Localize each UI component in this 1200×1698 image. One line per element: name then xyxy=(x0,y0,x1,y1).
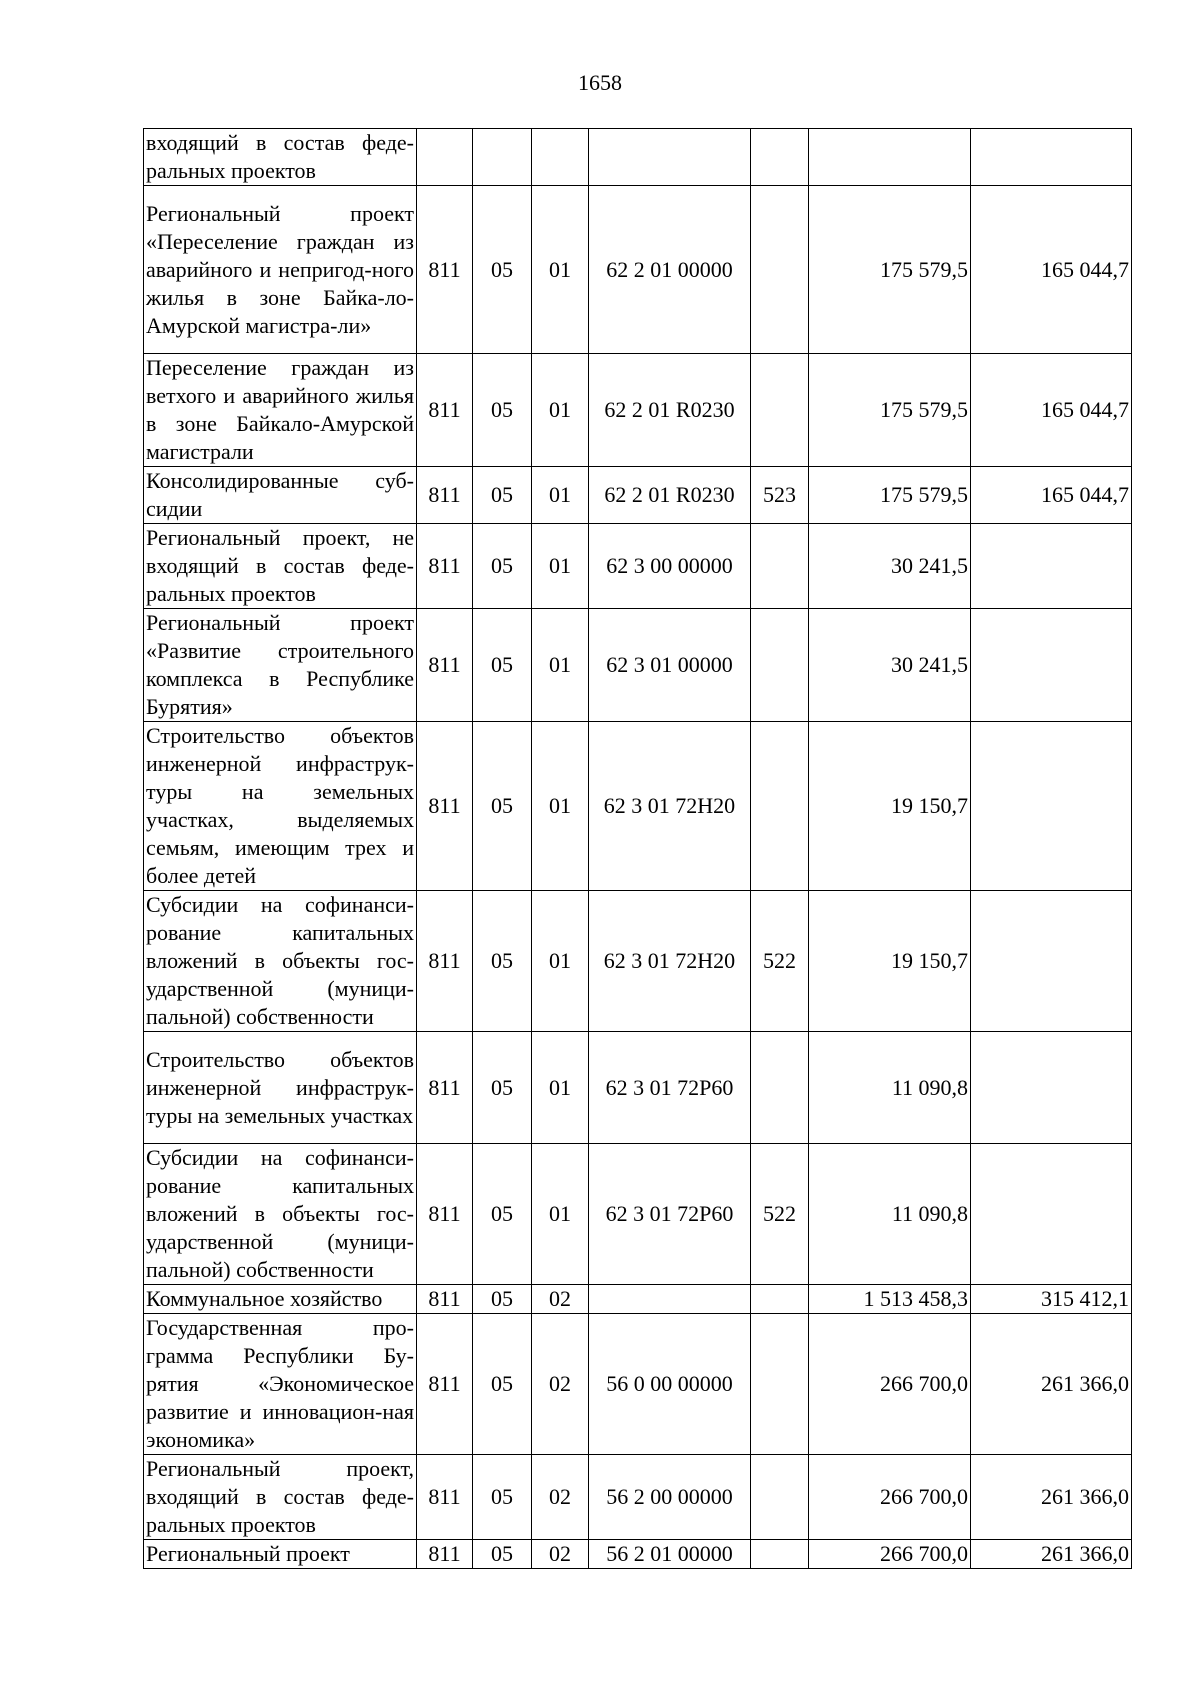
table-row xyxy=(144,354,1132,467)
expense-type-cell: 523 xyxy=(751,467,809,524)
ved-code-cell: 811 xyxy=(417,1285,473,1314)
target-article-cell xyxy=(589,129,751,186)
table-row xyxy=(144,467,1132,524)
amount-second-cell xyxy=(971,524,1132,609)
subsection-code-cell: 01 xyxy=(532,891,589,1032)
ved-code-cell: 811 xyxy=(417,467,473,524)
amount-second-cell: 165 044,7 xyxy=(971,467,1132,524)
expense-type-cell xyxy=(751,1285,809,1314)
ved-code-cell: 811 xyxy=(417,1144,473,1285)
target-article-cell: 56 2 01 00000 xyxy=(589,1540,751,1569)
subsection-code-cell: 01 xyxy=(532,609,589,722)
row-name-cell: Строительство объектов инженерной инфраструк-туры на земельных участках, выделяемых семьям, имеющим трех и более детей xyxy=(144,722,417,891)
section-code-cell: 05 xyxy=(473,1144,532,1285)
target-article-cell: 62 2 01 00000 xyxy=(589,186,751,354)
expense-type-cell xyxy=(751,1032,809,1144)
row-name-cell: входящий в состав феде-ральных проектов xyxy=(144,129,417,186)
ved-code-cell: 811 xyxy=(417,524,473,609)
row-name-cell: Региональный проект «Переселение граждан из аварийного и непригод-ного жилья в зоне Байка-ло-Амурской магистра-ли» xyxy=(144,186,417,354)
section-code-cell: 05 xyxy=(473,524,532,609)
expense-type-cell xyxy=(751,1540,809,1569)
table-row xyxy=(144,1540,1132,1569)
target-article-cell: 62 2 01 R0230 xyxy=(589,467,751,524)
section-code-cell: 05 xyxy=(473,467,532,524)
subsection-code-cell: 02 xyxy=(532,1285,589,1314)
section-code-cell xyxy=(473,129,532,186)
expense-type-cell xyxy=(751,354,809,467)
amount-second-cell xyxy=(971,1144,1132,1285)
section-code-cell: 05 xyxy=(473,1540,532,1569)
row-name-cell: Переселение граждан из ветхого и аварийного жилья в зоне Байкало-Амурской магистрали xyxy=(144,354,417,467)
subsection-code-cell: 02 xyxy=(532,1314,589,1455)
amount-first-cell: 19 150,7 xyxy=(809,891,971,1032)
page-number: 1658 xyxy=(578,70,622,95)
table-row xyxy=(144,1455,1132,1540)
expense-type-cell xyxy=(751,722,809,891)
amount-first-cell: 11 090,8 xyxy=(809,1032,971,1144)
subsection-code-cell: 01 xyxy=(532,354,589,467)
expense-type-cell: 522 xyxy=(751,1144,809,1285)
table-row xyxy=(144,1314,1132,1455)
target-article-cell: 62 3 01 72Р60 xyxy=(589,1144,751,1285)
ved-code-cell: 811 xyxy=(417,1455,473,1540)
row-name-cell: Строительство объектов инженерной инфраструк-туры на земельных участках xyxy=(144,1032,417,1144)
row-name-cell: Региональный проект, входящий в состав феде-ральных проектов xyxy=(144,1455,417,1540)
amount-first-cell: 266 700,0 xyxy=(809,1455,971,1540)
target-article-cell: 62 3 01 72Н20 xyxy=(589,891,751,1032)
expense-type-cell xyxy=(751,1455,809,1540)
row-name-cell: Государственная про-грамма Республики Бу-рятия «Экономическое развитие и инновацион-ная экономика» xyxy=(144,1314,417,1455)
expense-type-cell xyxy=(751,186,809,354)
table-row xyxy=(144,609,1132,722)
row-name-cell: Коммунальное хозяйство xyxy=(144,1285,417,1314)
amount-first-cell: 266 700,0 xyxy=(809,1540,971,1569)
target-article-cell: 62 3 01 72Н20 xyxy=(589,722,751,891)
row-name-cell: Региональный проект xyxy=(144,1540,417,1569)
amount-first-cell: 1 513 458,3 xyxy=(809,1285,971,1314)
amount-second-cell: 165 044,7 xyxy=(971,186,1132,354)
target-article-cell: 56 2 00 00000 xyxy=(589,1455,751,1540)
table-row xyxy=(144,1032,1132,1144)
subsection-code-cell: 01 xyxy=(532,524,589,609)
target-article-cell xyxy=(589,1285,751,1314)
section-code-cell: 05 xyxy=(473,1314,532,1455)
section-code-cell: 05 xyxy=(473,891,532,1032)
table-row xyxy=(144,722,1132,891)
section-code-cell: 05 xyxy=(473,722,532,891)
table-row xyxy=(144,186,1132,354)
amount-first-cell: 11 090,8 xyxy=(809,1144,971,1285)
section-code-cell: 05 xyxy=(473,609,532,722)
ved-code-cell: 811 xyxy=(417,1314,473,1455)
row-name-cell: Региональный проект, не входящий в состав феде-ральных проектов xyxy=(144,524,417,609)
amount-second-cell xyxy=(971,609,1132,722)
section-code-cell: 05 xyxy=(473,1285,532,1314)
expense-type-cell xyxy=(751,609,809,722)
section-code-cell: 05 xyxy=(473,1032,532,1144)
budget-table-body xyxy=(144,129,1132,1569)
ved-code-cell: 811 xyxy=(417,1032,473,1144)
table-row xyxy=(144,1144,1132,1285)
expense-type-cell xyxy=(751,524,809,609)
expense-type-cell xyxy=(751,1314,809,1455)
subsection-code-cell: 02 xyxy=(532,1455,589,1540)
section-code-cell: 05 xyxy=(473,354,532,467)
subsection-code-cell: 01 xyxy=(532,722,589,891)
section-code-cell: 05 xyxy=(473,186,532,354)
ved-code-cell: 811 xyxy=(417,186,473,354)
amount-first-cell: 175 579,5 xyxy=(809,354,971,467)
subsection-code-cell: 01 xyxy=(532,1032,589,1144)
amount-second-cell xyxy=(971,1032,1132,1144)
amount-second-cell: 165 044,7 xyxy=(971,354,1132,467)
amount-second-cell xyxy=(971,891,1132,1032)
expense-type-cell xyxy=(751,129,809,186)
amount-second-cell xyxy=(971,129,1132,186)
amount-second-cell: 315 412,1 xyxy=(971,1285,1132,1314)
row-name-cell: Субсидии на софинанси-рование капитальных вложений в объекты гос-ударственной (муници-пальной) собственности xyxy=(144,1144,417,1285)
amount-first-cell: 30 241,5 xyxy=(809,524,971,609)
table-row xyxy=(144,524,1132,609)
subsection-code-cell: 01 xyxy=(532,467,589,524)
target-article-cell: 62 2 01 R0230 xyxy=(589,354,751,467)
budget-table xyxy=(143,128,1132,1569)
amount-first-cell xyxy=(809,129,971,186)
amount-second-cell: 261 366,0 xyxy=(971,1314,1132,1455)
amount-second-cell: 261 366,0 xyxy=(971,1455,1132,1540)
amount-second-cell: 261 366,0 xyxy=(971,1540,1132,1569)
target-article-cell: 56 0 00 00000 xyxy=(589,1314,751,1455)
target-article-cell: 62 3 01 72Р60 xyxy=(589,1032,751,1144)
table-row xyxy=(144,891,1132,1032)
target-article-cell: 62 3 01 00000 xyxy=(589,609,751,722)
amount-first-cell: 30 241,5 xyxy=(809,609,971,722)
subsection-code-cell: 02 xyxy=(532,1540,589,1569)
subsection-code-cell: 01 xyxy=(532,1144,589,1285)
target-article-cell: 62 3 00 00000 xyxy=(589,524,751,609)
ved-code-cell: 811 xyxy=(417,722,473,891)
amount-first-cell: 175 579,5 xyxy=(809,186,971,354)
row-name-cell: Субсидии на софинанси-рование капитальных вложений в объекты гос-ударственной (муници-пальной) собственности xyxy=(144,891,417,1032)
expense-type-cell: 522 xyxy=(751,891,809,1032)
ved-code-cell xyxy=(417,129,473,186)
amount-first-cell: 19 150,7 xyxy=(809,722,971,891)
amount-second-cell xyxy=(971,722,1132,891)
subsection-code-cell xyxy=(532,129,589,186)
ved-code-cell: 811 xyxy=(417,354,473,467)
ved-code-cell: 811 xyxy=(417,1540,473,1569)
table-row xyxy=(144,129,1132,186)
section-code-cell: 05 xyxy=(473,1455,532,1540)
table-row xyxy=(144,1285,1132,1314)
row-name-cell: Региональный проект «Развитие строительного комплекса в Республике Бурятия» xyxy=(144,609,417,722)
amount-first-cell: 266 700,0 xyxy=(809,1314,971,1455)
amount-first-cell: 175 579,5 xyxy=(809,467,971,524)
row-name-cell: Консолидированные суб-сидии xyxy=(144,467,417,524)
ved-code-cell: 811 xyxy=(417,609,473,722)
subsection-code-cell: 01 xyxy=(532,186,589,354)
ved-code-cell: 811 xyxy=(417,891,473,1032)
